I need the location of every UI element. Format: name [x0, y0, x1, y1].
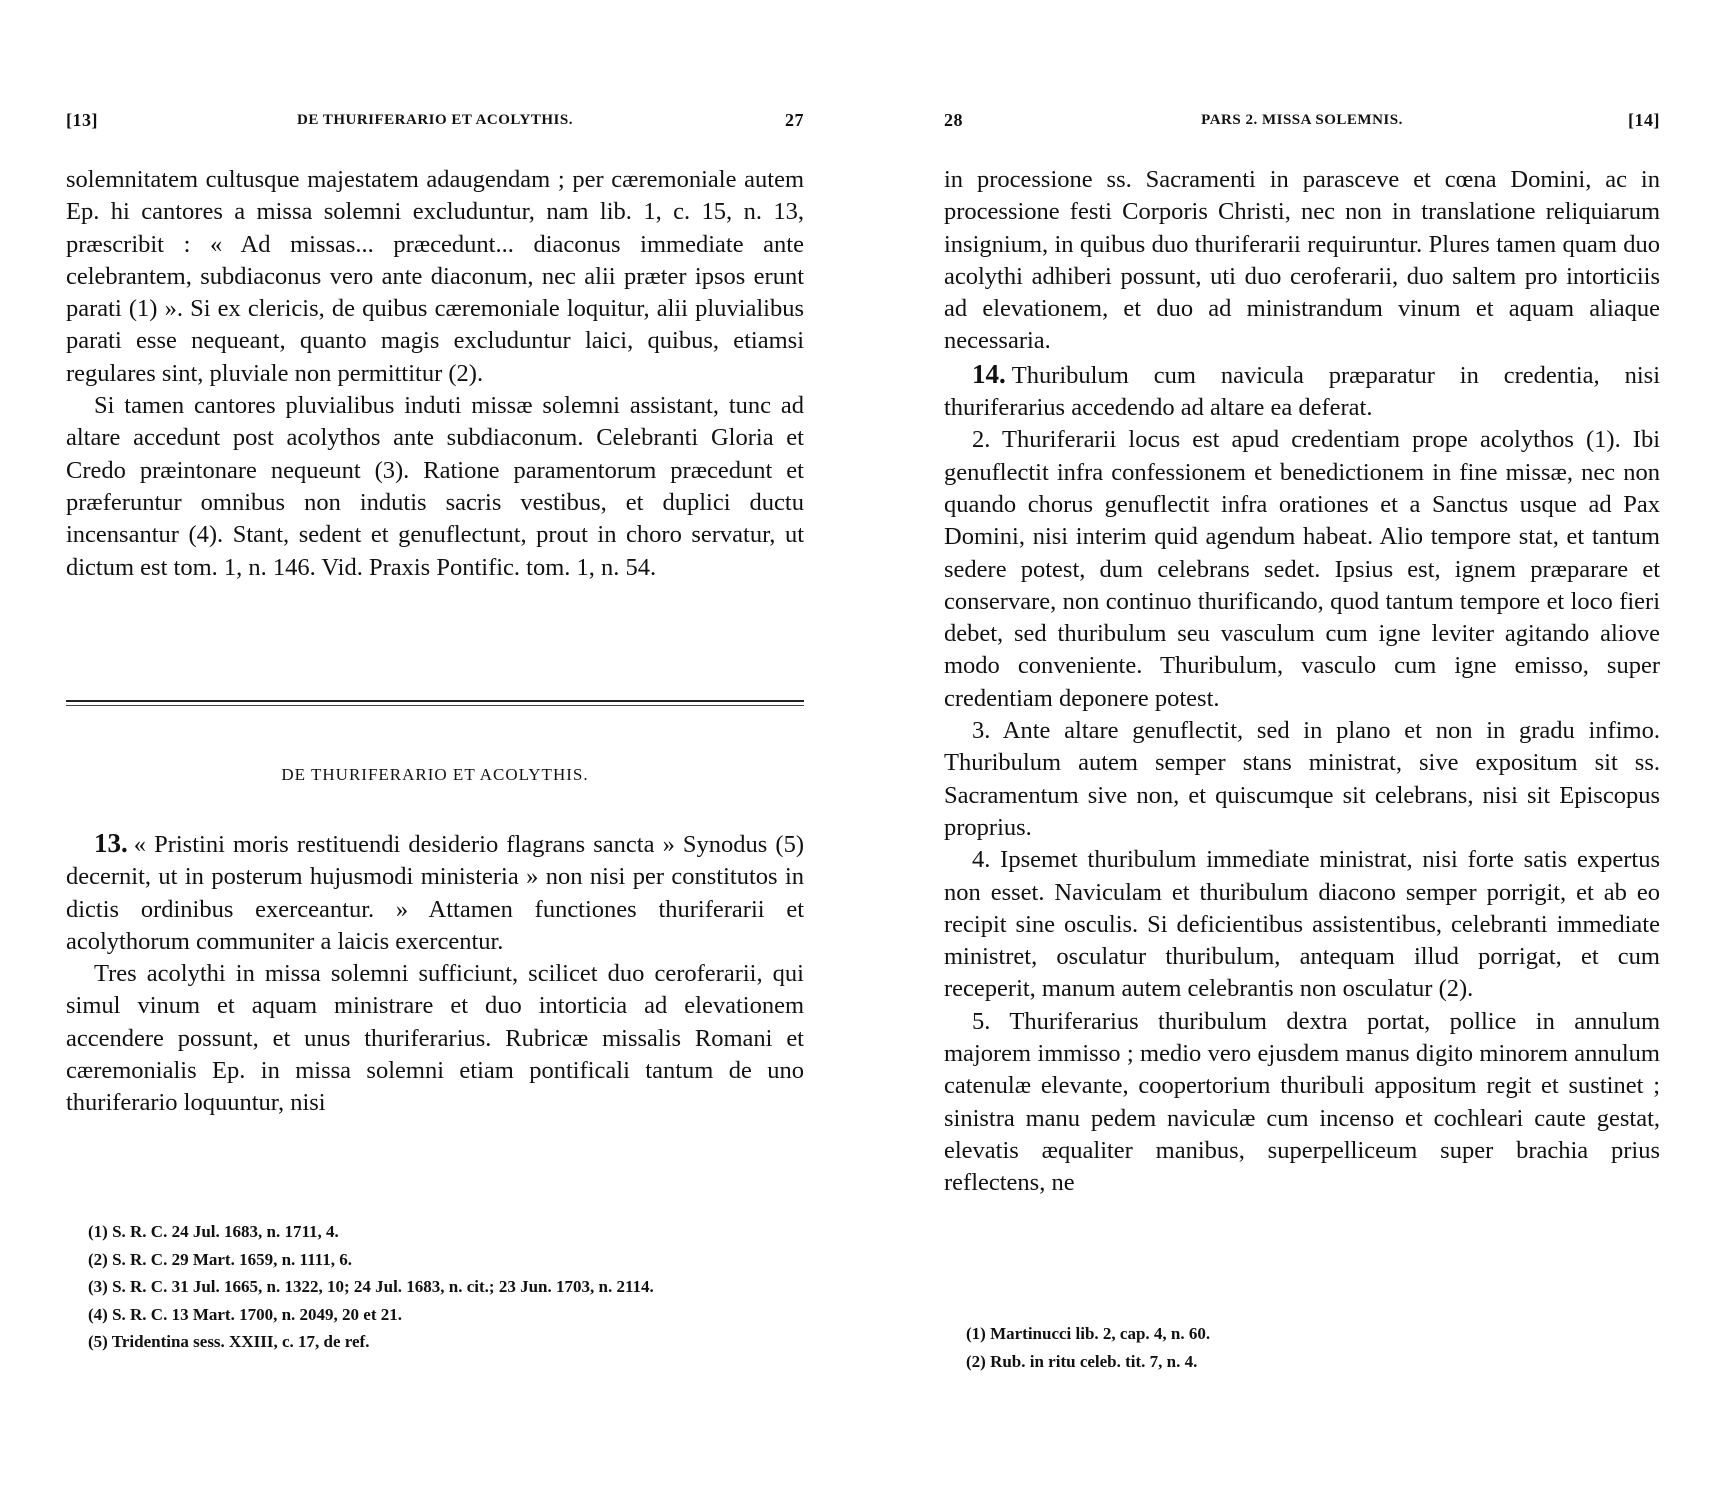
left-footnotes [88, 1218, 804, 1356]
footnote-2: (2) Rub. in ritu celeb. tit. 7, n. 4. [966, 1351, 1198, 1371]
left-paragraph-1: solemnitatem cultusque majestatem adaugendam ; per cæremoniale autem Ep. hi cantores a missa solemni excluduntur, nam lib. 1, c. 15, n. 13, præscribit : « Ad missas... præcedunt... diaconus immediate ante celebrantem, subdiaconus vero ante diaconum, nec alii præter ipsos erunt parati (1) ». Si ex clericis, de quibus cæremoniale loquitur, alii pluvialibus parati esse nequeant, quanto magis excluduntur laici, quibus, etiamsi regulares sint, pluviale non permittitur (2). [66, 166, 804, 387]
right-running-title: PARS 2. MISSA SOLEMNIS. [1201, 112, 1403, 128]
left-section-paragraph-1: 13. « Pristini moris restituendi desiderio flagrans sancta » Synodus (5) decernit, ut in posterum hujusmodi ministeria » non nisi per constitutos in dictis ordinibus exerceantur. » Attamen functiones thuriferarii et acolythorum communiter a laicis exercentur. [66, 828, 804, 955]
right-running-head [944, 110, 1660, 136]
right-page-number: 28 [944, 110, 963, 130]
left-paragraph-2: Si tamen cantores pluvialibus induti missæ solemni assistant, tunc ad altare accedunt post acolythos ante subdiaconum. Celebranti Gloria et Credo præintonare nequeunt (3). Ratione paramentorum præcedunt et præferuntur omnibus non indutis sacris vestibus, et duplici ductu incensantur (4). Stant, sedent et genuflectunt, prout in choro servatur, ut dictum est tom. 1, n. 146. Vid. Praxis Pontific. tom. 1, n. 54. [66, 392, 804, 581]
left-running-head [66, 110, 804, 136]
right-paragraph-3: 3. Ante altare genuflectit, sed in plano et non in gradu infimo. Thuribulum autem semper stans ministrat, sive expositum sit ss. Sacramentum sive non, et quiscumque sit celebrans, nisi sit Episcopus proprius. [944, 717, 1660, 841]
section-heading: DE THURIFERARIO ET ACOLYTHIS. [281, 765, 589, 784]
right-footnotes [966, 1320, 1660, 1375]
section-number-14: 14. [972, 358, 1006, 389]
right-paragraph-2: 2. Thuriferarii locus est apud credentiam prope acolythos (1). Ibi genuflectit infra confessionem et benedictionem in fine missæ, nec non quando chorus genuflectit infra orationes et a Sanctus usque ad Pax Domini, nisi interim quid agendum habeat. Alio tempore stat, et tantum sedere potest, dum celebrans sedet. Ipsius est, ignem præparare et conservare, non continuo thurificando, quod tantum tempore et loco fieri debet, sed thuribulum seu vasculum cum igne leviter agitando aliove modo conveniente. Thuribulum, vasculo cum igne emisso, super credentiam deponere potest. [944, 426, 1660, 712]
right-paragraph-5: 5. Thuriferarius thuribulum dextra portat, pollice in annulum majorem immisso ; medio vero ejusdem manus digito minorem annulum catenulæ elevante, coopertorium thuribuli appositum regit et sustinet ; sinistra manu pedem naviculæ cum incenso et cochleari caute gestat, elevatis æqualiter manibus, superpelliceum super brachia prius reflectens, ne [944, 1007, 1660, 1197]
right-section-ref: [14] [1628, 110, 1660, 130]
footnote-3: (3) S. R. C. 31 Jul. 1665, n. 1322, 10; 24 Jul. 1683, n. cit.; 23 Jun. 1703, n. 2114. [88, 1277, 654, 1296]
footnote-2: (2) S. R. C. 29 Mart. 1659, n. 1111, 6. [88, 1249, 352, 1269]
right-section-paragraph-1: 14. Thuribulum cum navicula præparatur in credentia, nisi thuriferarius accedendo ad altare ea deferat. [944, 358, 1660, 422]
right-paragraph-4: 4. Ipsemet thuribulum immediate ministrat, nisi forte satis expertus non esset. Naviculam et thuribulum diacono semper porrigit, et ab eo recipit sine osculis. Si deficientibus assistentibus, celebranti immediate ministret, osculatur thuribulum, antequam illud porrigat, et cum receperit, manum autem celebrantis non osculatur (2). [944, 846, 1660, 1003]
footnote-1: (1) S. R. C. 24 Jul. 1683, n. 1711, 4. [88, 1222, 339, 1241]
section-divider-rule [66, 700, 804, 709]
footnote-1: (1) Martinucci lib. 2, cap. 4, n. 60. [966, 1324, 1211, 1343]
footnote-4: (4) S. R. C. 13 Mart. 1700, n. 2049, 20 et 21. [88, 1304, 402, 1324]
left-continued-text [66, 164, 804, 584]
left-page-number: 27 [785, 110, 804, 130]
footnote-5: (5) Tridentina sess. XXIII, c. 17, de ref. [88, 1332, 370, 1351]
left-page [66, 0, 804, 1500]
left-section-paragraph-2: Tres acolythi in missa solemni sufficiunt, scilicet duo ceroferarii, qui simul vinum et aquam ministrare et duo intorticia ad elevationem accendere possunt, et unus thuriferarius. Rubricæ missalis Romani et cæremonialis Ep. in missa solemni etiam pontificali tantum de uno thuriferario loquuntur, nisi [66, 960, 804, 1117]
right-continued-paragraph: in processione ss. Sacramenti in parasceve et cœna Domini, ac in processione festi Corporis Christi, nec non in translatione reliquiarum insignium, in quibus duo thuriferarii requiruntur. Plures tamen quam duo acolythi adhiberi possunt, uti duo ceroferarii, duo saltem pro intorticiis ad elevationem, et duo ad ministrandum vinum et aquam aliaque necessaria. [944, 166, 1660, 355]
right-page [944, 0, 1660, 1500]
section-number-13: 13. [94, 828, 128, 858]
right-text [944, 164, 1660, 1200]
left-section-ref: [13] [66, 110, 98, 130]
left-section-text [66, 827, 804, 1120]
left-running-title: DE THURIFERARIO ET ACOLYTHIS. [297, 112, 573, 128]
